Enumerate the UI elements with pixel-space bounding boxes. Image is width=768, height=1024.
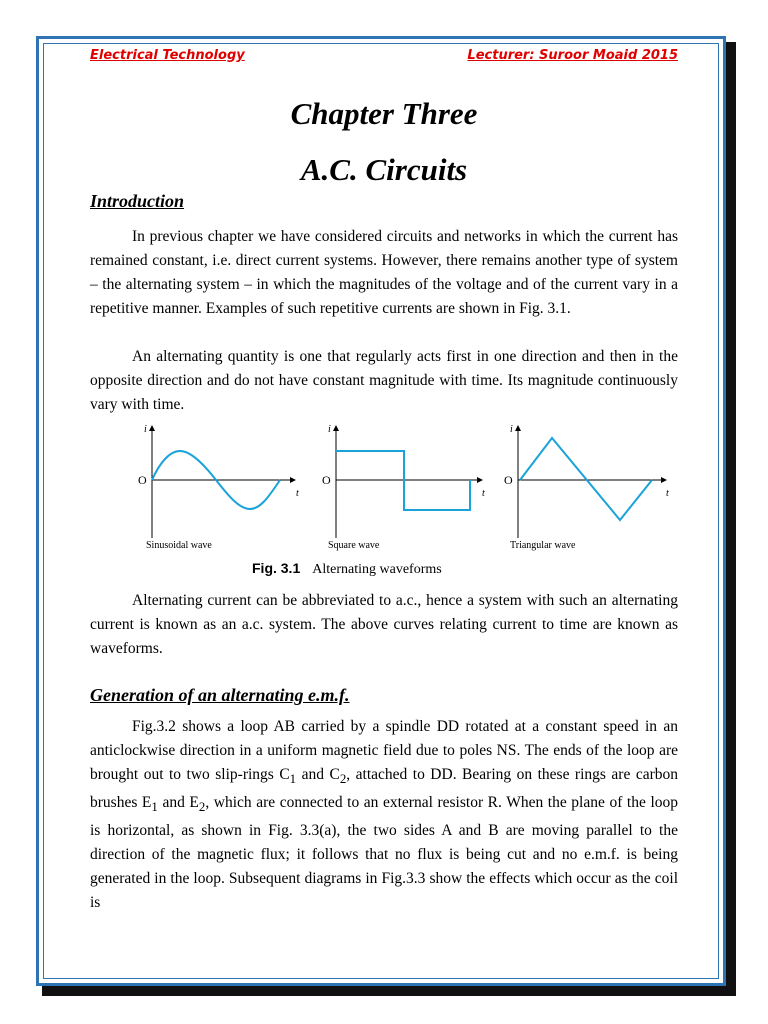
paragraph-ac-system: [90, 589, 678, 661]
sinusoidal-panel: [138, 424, 299, 551]
origin-label: O: [138, 473, 147, 487]
axis-label-i: i: [328, 424, 331, 435]
axis-label-i: i: [144, 424, 147, 435]
paragraph-generation: [90, 715, 678, 915]
paragraph-intro-text: In previous chapter we have considered circuits and networks in which the current has remained constant, i.e. direct current systems. However, there remains another type of system – the alternating system – in which the magnitudes of the voltage and of the current vary in a repetitive manner. Examples of such repetitive currents are shown in Fig. 3.1.: [90, 228, 678, 317]
heading-generation: Generation of an alternating e.m.f.: [90, 685, 350, 705]
generation-text-c: , attached to DD. Bearing on these rings are carbon brushes E: [90, 766, 678, 812]
axis-label-t: t: [482, 488, 485, 499]
figure-number: Fig. 3.1: [252, 560, 301, 576]
axis-label-i: i: [510, 424, 513, 435]
label-triangular: Triangular wave: [510, 540, 576, 551]
paragraph-intro: [90, 225, 678, 321]
subscript-1: 1: [289, 771, 297, 787]
subscript-2: 2: [198, 799, 206, 815]
paragraph-alternating-text: An alternating quantity is one that regularly acts first in one direction and then in the opposite direction and do not have constant magnitude with time. Its magnitude continuously vary with time.: [90, 348, 678, 413]
triangular-wave-line: [520, 438, 652, 520]
label-square: Square wave: [328, 540, 380, 551]
generation-text-a: Fig.3.2 shows a loop AB carried by a spindle DD rotated at a constant speed in an anticlockwise direction in a uniform magnetic field due to poles NS. The ends of the loop are brought out to two slip-rings C: [90, 718, 678, 783]
axis-label-t: t: [296, 488, 299, 499]
generation-text-b: and C: [296, 766, 340, 783]
origin-label: O: [504, 473, 513, 487]
figure-caption: [252, 560, 442, 578]
header-lecturer: Lecturer: Suroor Moaid 2015: [467, 48, 678, 63]
square-panel: [322, 424, 485, 551]
figure-caption-text: Alternating waveforms: [312, 562, 442, 577]
chapter-title: Chapter Three: [290, 96, 478, 131]
paragraph-alternating-quantity: [90, 345, 678, 417]
subscript-2: 2: [339, 771, 347, 787]
triangular-panel: [504, 424, 669, 551]
heading-introduction: Introduction: [90, 191, 185, 211]
origin-label: O: [322, 473, 331, 487]
generation-text-d: and E: [157, 794, 199, 812]
chapter-subject: A.C. Circuits: [300, 152, 468, 187]
subscript-1: 1: [151, 799, 158, 815]
paragraph-ac-text: Alternating current can be abbreviated to a.c., hence a system with such an alternating current is known as an a.c. system. The above curves relating current to time are known as waveforms.: [90, 592, 678, 657]
header-course-title: Electrical Technology: [90, 48, 245, 63]
label-sinusoidal: Sinusoidal wave: [146, 540, 212, 551]
axis-label-t: t: [666, 488, 669, 499]
generation-text-e: , which are connected to an external resistor R. When the plane of the loop is horizontal, as shown in Fig. 3.3(a), the two sides A and B are moving parallel to the direction of the magnetic flux; it follows that no flux is being cut and no e.m.f. is being generated in the loop. Subsequent diagrams in Fig.3.3 show the effects which occur as the coil is: [90, 794, 678, 912]
